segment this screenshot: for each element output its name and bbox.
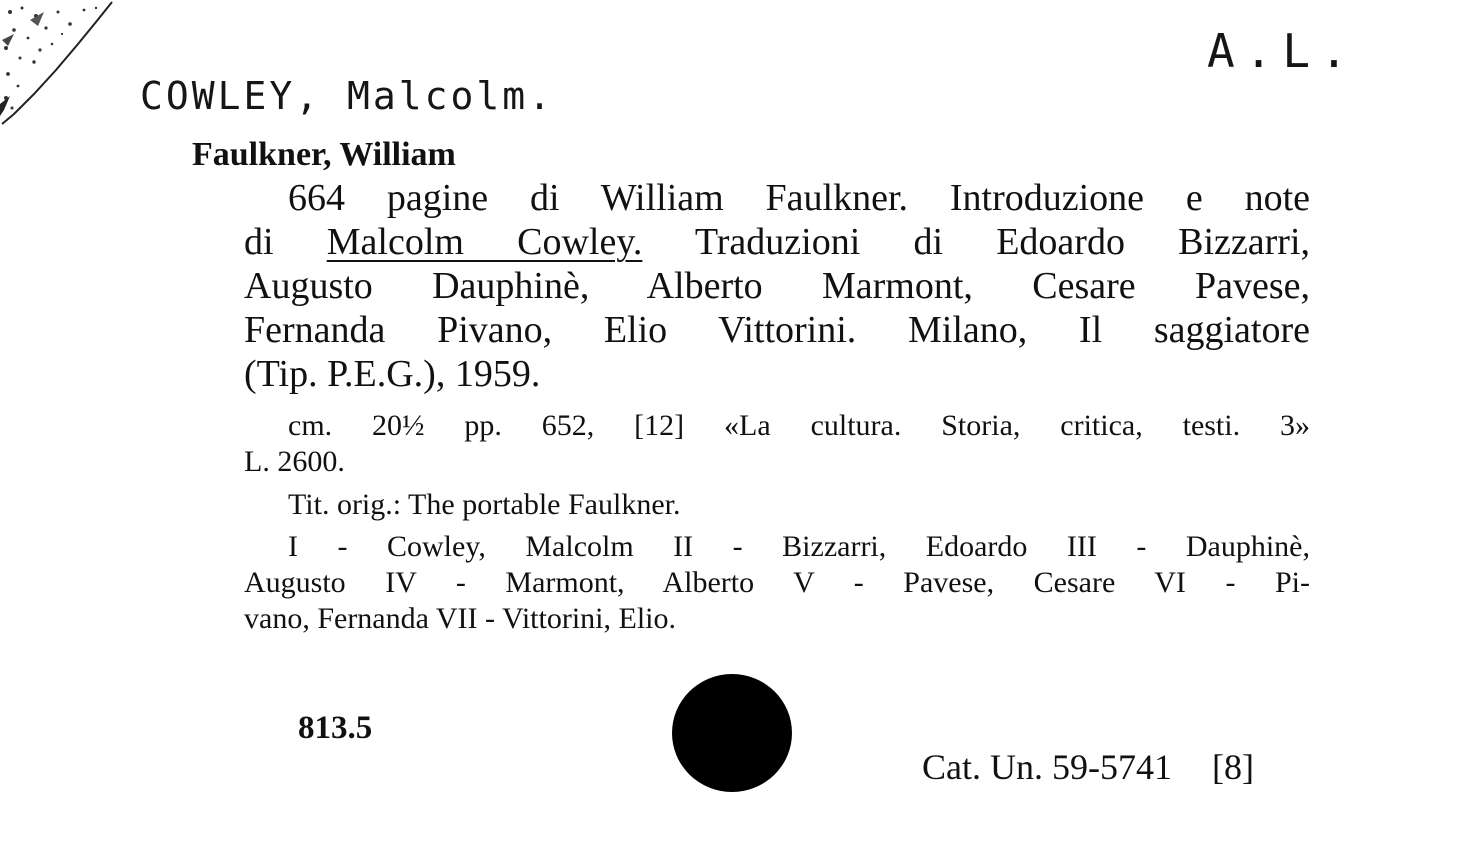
added-entry-author: COWLEY, Malcolm. — [140, 74, 555, 118]
underlined-name: Malcolm Cowley. — [326, 221, 643, 263]
catalog-number: Cat. Un. 59-5741 — [922, 747, 1172, 787]
catalog-number-line — [922, 746, 1254, 788]
physical-description — [244, 408, 1310, 480]
description-line: 664 pagine di William Faulkner. Introduzione e note — [288, 177, 1310, 219]
initials: A.L. — [1207, 24, 1358, 78]
classification-number: 813.5 — [298, 710, 373, 746]
original-title: Tit. orig.: The portable Faulkner. — [288, 488, 681, 521]
description-line — [244, 220, 1310, 264]
description-text: Traduzioni di Edoardo Bizzarri, — [642, 221, 1311, 263]
tracings — [244, 529, 1310, 637]
description-line: Augusto Dauphinè, Alberto Marmont, Cesare Pavese, — [244, 265, 1310, 307]
physical-description-line: cm. 20½ pp. 652, [12] «La cultura. Storia, critica, testi. 3» — [288, 409, 1310, 442]
tracing-line: Augusto IV - Marmont, Alberto V - Pavese, Cesare VI - Pi- — [244, 566, 1310, 599]
original-title-note — [244, 487, 1310, 523]
description-line: (Tip. P.E.G.), 1959. — [244, 353, 541, 395]
physical-description-line: L. 2600. — [244, 445, 345, 478]
description-line: Fernanda Pivano, Elio Vittorini. Milano, Il saggiatore — [244, 309, 1310, 351]
description-text: di — [244, 221, 327, 263]
tracing-line: vano, Fernanda VII - Vittorini, Elio. — [244, 602, 677, 635]
punch-hole — [672, 674, 792, 792]
bibliographic-description — [244, 176, 1310, 396]
card-count: [8] — [1211, 747, 1254, 787]
corner-stain — [0, 0, 120, 125]
main-heading: Faulkner, William — [192, 136, 456, 173]
tracing-line: I - Cowley, Malcolm II - Bizzarri, Edoardo III - Dauphinè, — [288, 530, 1310, 563]
